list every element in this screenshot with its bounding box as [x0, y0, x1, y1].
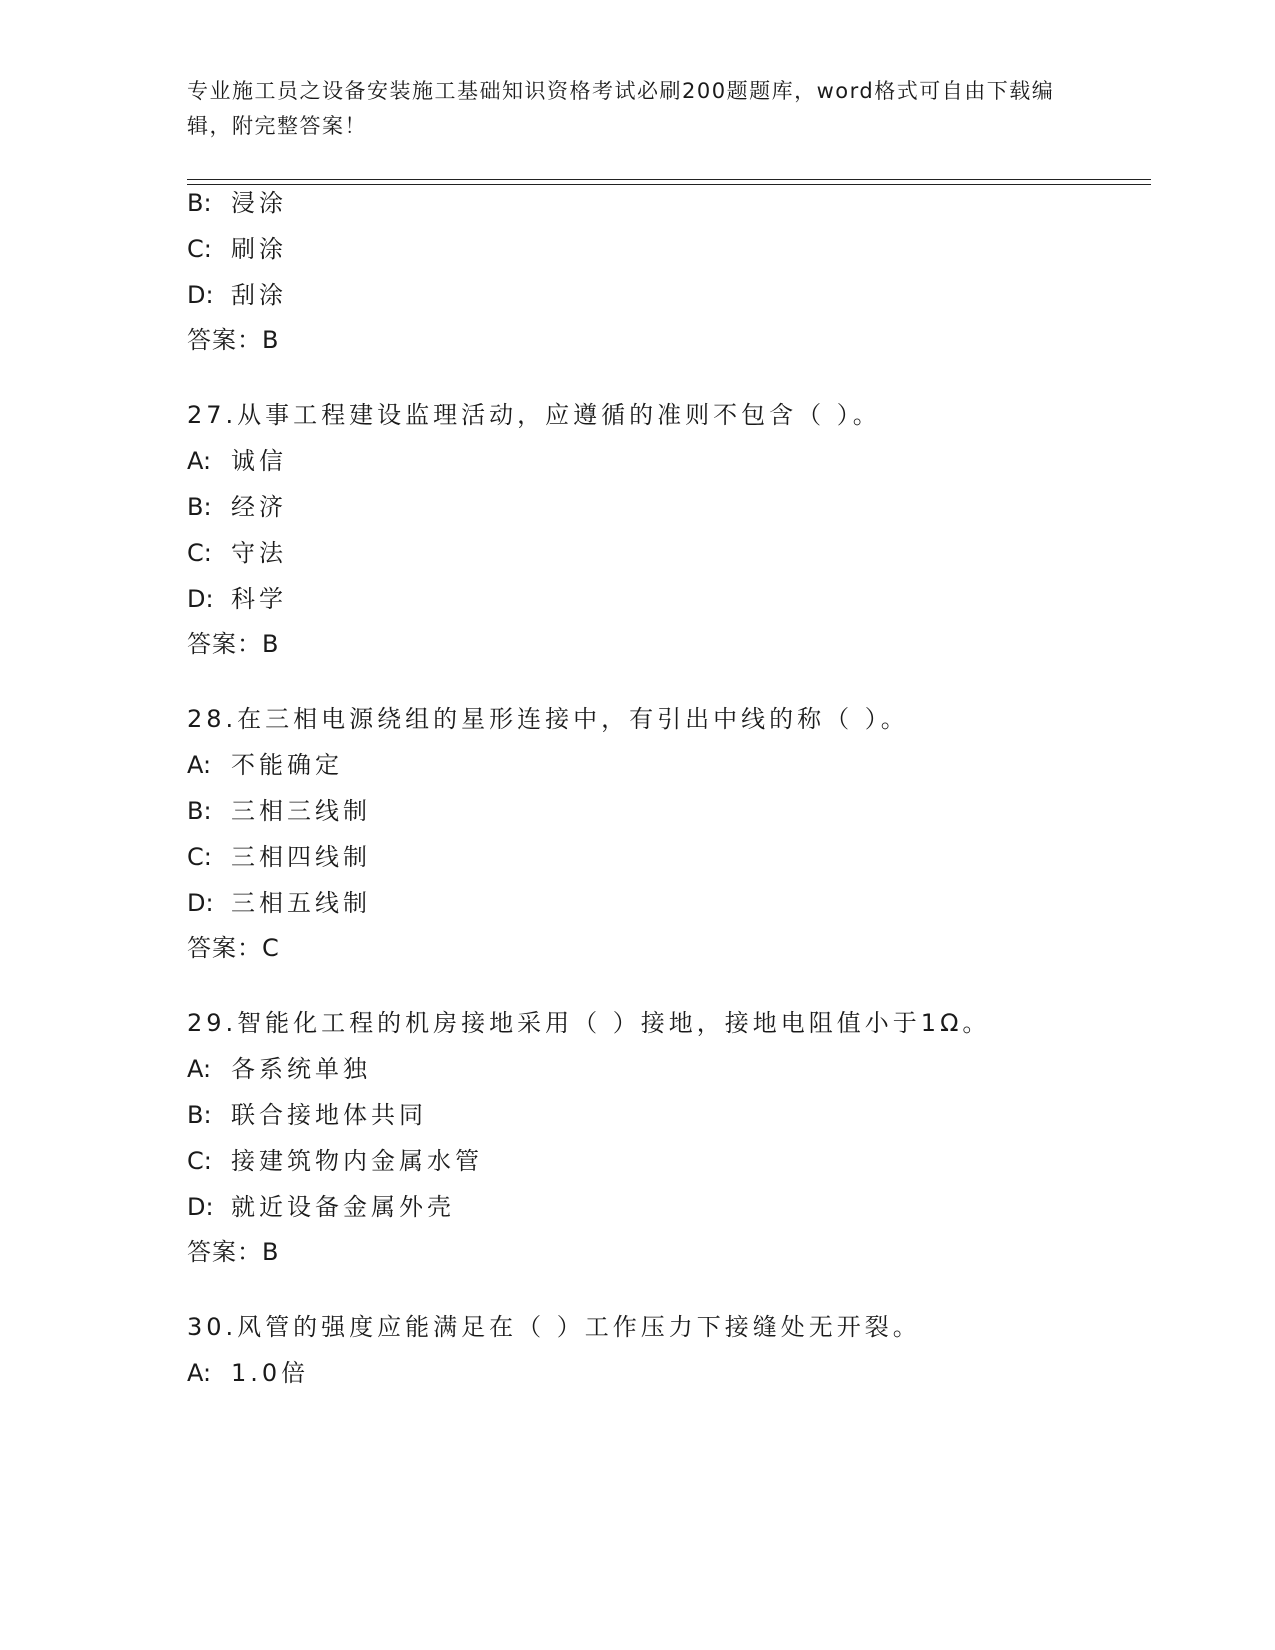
option-text: 联合接地体共同 — [231, 1100, 427, 1129]
answer-line: 答案：B — [187, 630, 280, 659]
option-text: 守法 — [231, 538, 287, 567]
option-row — [187, 538, 1147, 568]
option-row — [187, 234, 1147, 264]
document-header-title: 专业施工员之设备安装施工基础知识资格考试必刷200题题库，word格式可自由下载编辑，附完整答案！ — [187, 79, 1055, 138]
option-label: C: — [187, 1146, 212, 1175]
option-row — [187, 750, 1147, 780]
option-row — [187, 584, 1147, 614]
question-stem: 27.从事工程建设监理活动，应遵循的准则不包含（ ）。 — [187, 401, 881, 430]
option-label: B: — [187, 796, 212, 825]
option-label: D: — [187, 584, 214, 613]
question-block-28 — [187, 704, 1147, 963]
option-row — [187, 188, 1147, 218]
header-rule-bottom — [187, 184, 1151, 185]
answer-line: 答案：C — [187, 934, 280, 963]
option-row — [187, 1054, 1147, 1084]
question-stem: 29.智能化工程的机房接地采用（ ）接地，接地电阻值小于1Ω。 — [187, 1009, 991, 1038]
option-text: 刷涂 — [231, 234, 287, 263]
option-row — [187, 1192, 1147, 1222]
question-block-partial — [187, 188, 1147, 355]
option-label: D: — [187, 888, 214, 917]
question-block-27 — [187, 400, 1147, 659]
option-label: C: — [187, 538, 212, 567]
header-rule-top — [187, 179, 1151, 180]
option-row — [187, 280, 1147, 310]
option-label: C: — [187, 234, 212, 263]
option-text: 经济 — [231, 492, 287, 521]
option-text: 浸涂 — [231, 189, 287, 217]
option-row — [187, 1146, 1147, 1176]
option-label: A: — [187, 1055, 212, 1084]
option-label: C: — [187, 842, 212, 871]
option-row — [187, 446, 1147, 476]
option-label: B: — [187, 1100, 212, 1129]
option-row — [187, 842, 1147, 872]
option-label: A: — [187, 1359, 212, 1388]
answer-line: 答案：B — [187, 1238, 280, 1267]
option-text: 科学 — [231, 584, 287, 613]
option-label: B: — [187, 492, 212, 521]
question-list — [187, 188, 1147, 1404]
option-text: 刮涂 — [231, 280, 287, 309]
option-row — [187, 1100, 1147, 1130]
option-text: 接建筑物内金属水管 — [231, 1146, 483, 1175]
option-text: 不能确定 — [231, 751, 343, 780]
option-text: 1.0倍 — [231, 1359, 310, 1388]
option-text: 诚信 — [231, 447, 287, 476]
option-row — [187, 796, 1147, 826]
option-text: 就近设备金属外壳 — [231, 1192, 455, 1221]
question-block-30 — [187, 1312, 1147, 1388]
option-label: D: — [187, 1192, 214, 1221]
option-text: 三相三线制 — [231, 796, 371, 825]
option-text: 三相五线制 — [231, 888, 371, 917]
question-stem: 28.在三相电源绕组的星形连接中，有引出中线的称（ ）。 — [187, 705, 909, 734]
question-block-29 — [187, 1008, 1147, 1267]
option-text: 三相四线制 — [231, 842, 371, 871]
option-row — [187, 888, 1147, 918]
option-label: A: — [187, 751, 212, 780]
option-row — [187, 492, 1147, 522]
option-label: A: — [187, 447, 212, 476]
question-stem: 30.风管的强度应能满足在（ ）工作压力下接缝处无开裂。 — [187, 1313, 921, 1342]
option-row — [187, 1358, 1147, 1388]
answer-line: 答案：B — [187, 326, 280, 355]
option-label: D: — [187, 280, 214, 309]
option-text: 各系统单独 — [231, 1055, 371, 1084]
option-label: B: — [187, 189, 212, 217]
